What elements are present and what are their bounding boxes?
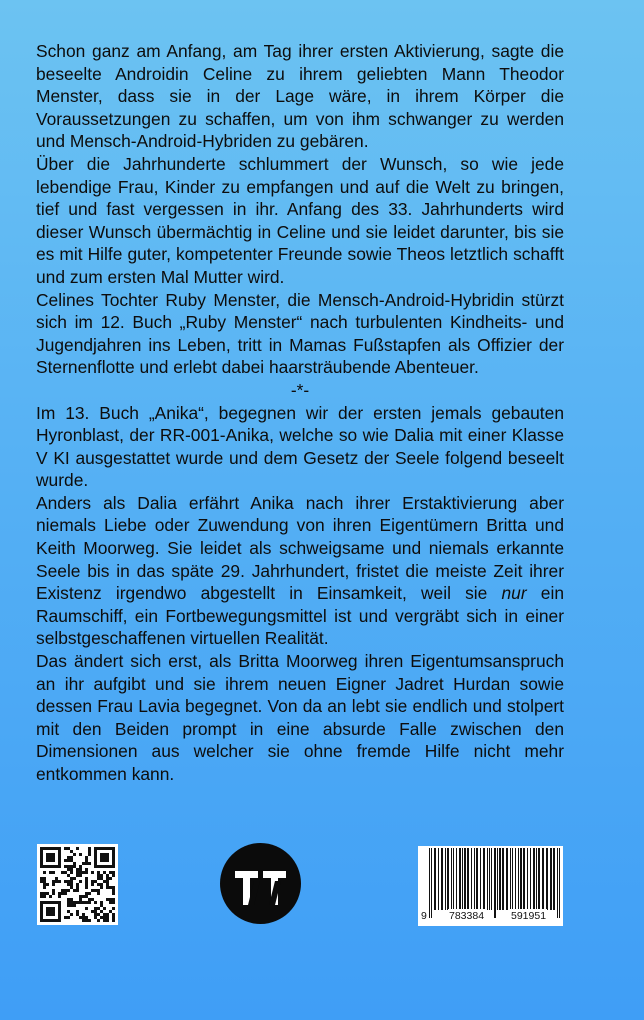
anika-text-before: Anders als Dalia erfährt Anika nach ihrer Erstaktivierung aber niemals Liebe oder Zuwendung von ihren Eigentümern Britta und Keith Moorweg. Sie leidet als schweigsame und niemals erkannte Seele bis in das späte 29. Jahrhundert, fristet die meiste Zeit ihrer Existenz irgendwo abgestellt in Einsamkeit, weil sie [36,492,564,604]
blurb-paragraph: Celines Tochter Ruby Menster, die Mensch-Android-Hybridin stürzt sich im 12. Buch „Ruby Menster“ nach turbulenten Kindheits- und Jugendjahren ins Leben, tritt in Mamas Fußstapfen als Offizier der Sternenflotte und erlebt dabei haarsträubende Abenteuer. [36,289,564,378]
barcode-digit-group: 783384 [449,910,485,922]
blurb-paragraph-anika [36,492,564,650]
blurb-paragraph: Über die Jahrhunderte schlummert der Wunsch, so wie jede lebendige Frau, Kinder zu empfangen und auf die Welt zu bringen, tief und fast vergessen in ihr. Anfang des 33. Jahrhunderts wird dieser Wunsch übermächtig in Celine und sie leidet darunter, bis sie es mit Hilfe guter, kompetenter Freunde sowie Theos letztlich schafft und zum ersten Mal Mutter wird. [36,153,564,287]
anika-emphasis: nur [501,583,527,604]
isbn-barcode-icon [418,846,563,926]
barcode-digit-group: 9 [421,910,427,922]
barcode-digit-group: 591951 [511,910,547,922]
publisher-logo-icon [220,843,301,924]
blurb-paragraph: Schon ganz am Anfang, am Tag ihrer ersten Aktivierung, sagte die beseelte Androidin Celine zu ihrem geliebten Mann Theodor Menster, dass sie in der Lage wäre, in ihrem Körper die Voraussetzungen zu schaffen, um von ihm schwanger zu werden und Mensch-Android-Hybriden zu gebären. [36,41,564,152]
anika-text-after: ein Raumschiff, ein Fortbewegungsmittel ist und vergräbt sich in einer selbstgeschaffenen virtuellen Realität. [36,583,564,649]
qr-code-icon [37,844,118,925]
section-separator: -*- [290,379,310,400]
blurb-text [36,40,564,786]
barcode-digits [418,909,563,924]
blurb-paragraph: Das ändert sich erst, als Britta Moorweg ihren Eigentumsanspruch an ihr aufgibt und sie ihrem neuen Eigner Jadret Hurdan sowie dessen Frau Lavia begegnet. Von da an lebt sie endlich und stolpert mit den Beiden prompt in eine absurde Falle zwischen den Dimensionen aus welcher sie ohne fremde Hilfe nicht mehr entkommen kann. [36,651,564,784]
blurb-paragraph: Im 13. Buch „Anika“, begegnen wir der ersten jemals gebauten Hyronblast, der RR-001-Anika, welche so wie Dalia mit einer Klasse V KI ausgestattet wurde und dem Gesetz der Seele folgend beseelt wurde. [36,402,564,491]
